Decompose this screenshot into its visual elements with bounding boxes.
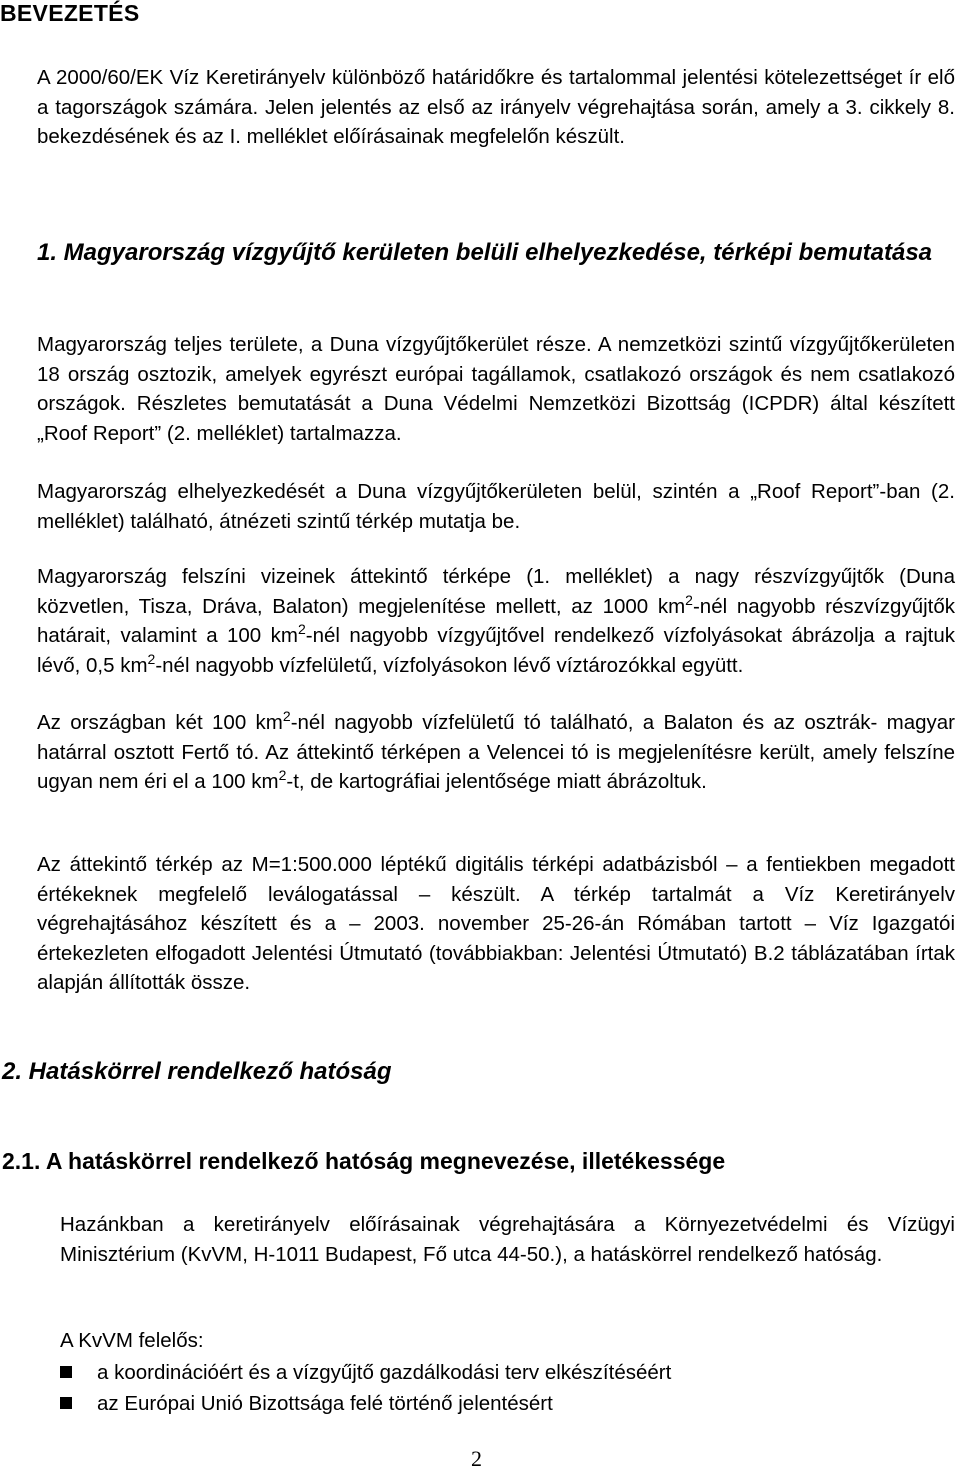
- section-1-paragraph-4: [37, 708, 955, 797]
- text-run: -t, de kartográfiai jelentősége miatt ábrázoltuk.: [286, 770, 707, 794]
- page-number: 2: [471, 1446, 482, 1471]
- list-item: [60, 1357, 955, 1388]
- section-1-paragraph-5: Az áttekintő térkép az M=1:500.000 léptékű digitális térképi adatbázisból – a fentiekben megadott értékeknek megfelelő leválogatással – készült. A térkép tartalmát a Víz Keretirányelv végrehajtásához készített és a – 2003. november 25-26-án Rómában tartott – Víz Igazgatói értekezleten elfogadott Jelentési Útmutató (továbbiakban: Jelentési Útmutató) B.2 táblázatában írtak alapján állították össze.: [37, 853, 955, 995]
- text-run: -nél nagyobb vízfelületű tó található, a Balaton és az osztrák- magyar határral osztott Fertő tó. Az áttekintő térképen a Velencei tó is megjelenítésre került, amely felszíne ugyan nem éri el a 100 km: [37, 711, 955, 794]
- list-item-text: az Európai Unió Bizottsága felé történő jelentésért: [97, 1392, 553, 1415]
- text-run: -nél nagyobb vízfelületű, vízfolyásokon lévő víztározókkal együtt.: [155, 653, 744, 677]
- section-1-paragraph-3: [37, 562, 955, 680]
- section-2-paragraph-1: Hazánkban a keretirányelv előírásainak végrehajtására a Környezetvédelmi és Vízügyi Minisztérium (KvVM, H-1011 Budapest, Fő utca 44-50.), a hatáskörrel rendelkező hatóság.: [60, 1213, 955, 1266]
- page-title: BEVEZETÉS: [0, 0, 140, 26]
- intro-paragraph: A 2000/60/EK Víz Keretirányelv különböző határidőkre és tartalommal jelentési kötelezettséget ír elő a tagországok számára. Jelen jelentés az első az irányelv végrehajtása során, amely a 3. cikkely 8. bekezdésének és az I. melléklet előírásainak megfelelőn készült.: [37, 66, 955, 149]
- responsibility-list-intro: A KvVM felelős:: [60, 1329, 204, 1352]
- list-item-text: a koordinációért és a vízgyűjtő gazdálkodási terv elkészítéséért: [97, 1361, 672, 1384]
- responsibility-list: [60, 1357, 955, 1419]
- superscript: 2: [147, 650, 156, 667]
- superscript: 2: [297, 621, 306, 638]
- section-1-heading: 1. Magyarország vízgyűjtő kerületen belüli elhelyezkedése, térképi bemutatása: [37, 239, 933, 266]
- section-1-paragraph-2: Magyarország elhelyezkedését a Duna vízgyűjtőkerületen belül, szintén a „Roof Report”-ban (2. melléklet) található, átnézeti szintű térkép mutatja be.: [37, 480, 955, 533]
- bullet-square-icon: [60, 1397, 72, 1409]
- superscript: 2: [278, 767, 287, 784]
- text-run: -nél nagyobb vízgyűjtővel rendelkező vízfolyásokat ábrázolja a rajtuk lévő, 0,5 km: [37, 624, 955, 677]
- section-2-heading: 2. Hatáskörrel rendelkező hatóság: [2, 1058, 392, 1085]
- superscript: 2: [282, 708, 291, 724]
- bullet-square-icon: [60, 1366, 72, 1378]
- superscript: 2: [685, 591, 693, 608]
- list-item: [60, 1388, 955, 1419]
- section-1-paragraph-1: Magyarország teljes területe, a Duna vízgyűjtőkerület része. A nemzetközi szintű vízgyűjtőkerületen 18 ország osztozik, amelyek egyrészt európai tagállamok, csatlakozó országok és nem csatlakozó országok. Részletes bemutatását a Duna Védelmi Nemzetközi Bizottság (ICPDR) által készített „Roof Report” (2. melléklet) tartalmazza.: [37, 333, 955, 445]
- text-run: Magyarország felszíni vizeinek áttekintő térképe (1. melléklet) a nagy részvízgyűjtők (Duna közvetlen, Tisza, Dráva, Balaton) megjelenítése mellett, az 1000 km: [37, 565, 955, 618]
- section-2-1-heading: 2.1. A hatáskörrel rendelkező hatóság megnevezése, illetékessége: [2, 1148, 726, 1174]
- text-run: Az országban két 100 km: [37, 711, 283, 734]
- text-run: -nél nagyobb részvízgyűjtők határait, valamint a 100 km: [37, 594, 956, 648]
